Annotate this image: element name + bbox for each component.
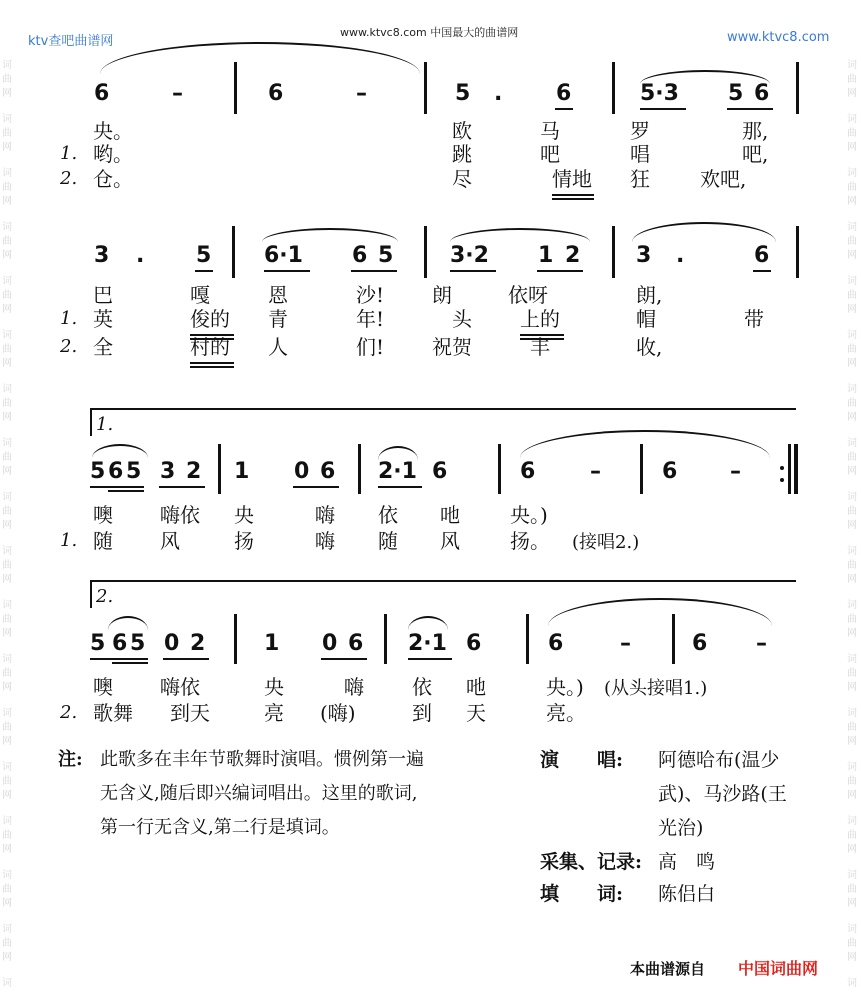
note: 5 — [130, 631, 146, 656]
lyric: 年! — [356, 307, 385, 331]
note: 6 — [348, 631, 364, 656]
watermark-glyph: 词 — [847, 762, 857, 773]
underline — [159, 486, 205, 488]
barline — [218, 444, 221, 494]
watermark-glyph: 词 — [2, 708, 12, 719]
watermark-glyph: 网 — [847, 790, 857, 801]
lyric: 全 — [93, 335, 113, 359]
note: 5 — [378, 243, 394, 268]
lyric: 哟。 — [93, 142, 133, 166]
volta-number: 1. — [96, 414, 114, 435]
underline — [108, 490, 144, 492]
note: 6 — [692, 631, 708, 656]
slur — [92, 444, 148, 458]
watermark-glyph: 词 — [2, 438, 12, 449]
watermark-glyph: 网 — [847, 358, 857, 369]
watermark-glyph: 曲 — [847, 452, 857, 463]
lyric: 嗨依 — [160, 503, 200, 527]
note: 0 — [294, 459, 310, 484]
watermark-glyph: 曲 — [847, 884, 857, 895]
barline — [384, 614, 387, 664]
lyric: 情地 — [552, 167, 592, 191]
watermark-glyph: 词 — [847, 870, 857, 881]
lyric: 们! — [356, 335, 385, 359]
collector-label: 采集、记录: — [540, 851, 643, 873]
watermark-glyph: 网 — [2, 682, 12, 693]
singer-line: 阿德哈布(温少 — [658, 749, 780, 771]
watermark-glyph: 词 — [2, 60, 12, 71]
underline — [90, 486, 144, 488]
underline — [195, 270, 213, 272]
source-prefix: 本曲谱源自 — [630, 960, 706, 978]
lyric: 马 — [540, 119, 560, 143]
barline — [640, 444, 643, 494]
note: 6 — [112, 631, 128, 656]
note: 2 — [565, 243, 581, 268]
watermark-glyph: 词 — [2, 816, 12, 827]
underline — [351, 270, 397, 272]
watermark-glyph: 网 — [847, 88, 857, 99]
lyric: 沙! — [356, 283, 385, 307]
underline — [321, 658, 367, 660]
lyric: 随 — [378, 529, 398, 553]
watermark-glyph: 曲 — [847, 74, 857, 85]
watermark-glyph: 曲 — [2, 128, 12, 139]
watermark-glyph: 曲 — [2, 236, 12, 247]
note: – — [356, 81, 367, 106]
barline — [788, 444, 791, 494]
underline — [640, 108, 686, 110]
watermark-glyph: 网 — [847, 952, 857, 963]
note: . — [494, 81, 503, 106]
note: 3 — [94, 243, 110, 268]
lyric: 人 — [268, 335, 288, 359]
watermark-glyph: 曲 — [2, 506, 12, 517]
lyric: 头 — [452, 307, 472, 331]
watermark-glyph: 网 — [847, 250, 857, 261]
barline — [498, 444, 501, 494]
watermark-glyph: 网 — [847, 196, 857, 207]
watermark-glyph: 曲 — [2, 290, 12, 301]
note: 1 — [264, 631, 280, 656]
lyric: 央 — [264, 675, 284, 699]
lyric: 亮。 — [546, 701, 586, 725]
note: 6 — [432, 459, 448, 484]
note: 3 — [160, 459, 176, 484]
lyric: 嗨 — [315, 503, 335, 527]
lyric: 依呀 — [508, 283, 548, 307]
watermark-glyph: 曲 — [847, 938, 857, 949]
watermark-glyph: 网 — [847, 142, 857, 153]
lyric: (从头接唱1.) — [604, 678, 708, 699]
watermark-glyph: 词 — [2, 492, 12, 503]
lyric: 噢 — [93, 675, 113, 699]
watermark-glyph: 网 — [2, 574, 12, 585]
note: 6 — [352, 243, 368, 268]
watermark-glyph: 曲 — [2, 398, 12, 409]
barline — [232, 226, 235, 278]
barline — [672, 614, 675, 664]
watermark-glyph: 词 — [2, 870, 12, 881]
barline — [526, 614, 529, 664]
note: 2 — [186, 459, 202, 484]
watermark-glyph: 网 — [847, 412, 857, 423]
barline — [612, 226, 615, 278]
watermark-glyph: 曲 — [847, 560, 857, 571]
lyric: 欧 — [452, 119, 472, 143]
barline — [234, 614, 237, 664]
lyric: 丰 — [530, 335, 550, 359]
watermark-glyph: 网 — [2, 520, 12, 531]
watermark-glyph: 词 — [2, 384, 12, 395]
lyric: 狂 — [630, 167, 650, 191]
lyric: 英 — [93, 307, 113, 331]
barline — [234, 62, 237, 114]
lyric: 嘎 — [190, 283, 210, 307]
note: 6 — [754, 81, 770, 106]
note: 6 — [520, 459, 536, 484]
slur — [262, 228, 398, 242]
note: 5 — [90, 631, 106, 656]
note: – — [730, 459, 741, 484]
header-center-text: www.ktvc8.com 中国最大的曲谱网 — [340, 26, 519, 39]
barline — [796, 62, 799, 114]
underline — [552, 198, 594, 200]
repeat-dot — [780, 466, 784, 470]
note: . — [136, 243, 145, 268]
watermark-glyph: 曲 — [847, 398, 857, 409]
watermark-glyph: 词 — [847, 654, 857, 665]
lyric: 到 — [412, 701, 432, 725]
watermark-glyph: 曲 — [2, 452, 12, 463]
note: 3 — [636, 243, 652, 268]
footnote-line: 第一行无含义,第二行是填词。 — [100, 817, 340, 838]
note: 5·3 — [640, 81, 679, 106]
watermark-glyph: 曲 — [2, 884, 12, 895]
watermark-glyph: 网 — [2, 304, 12, 315]
watermark-glyph: 曲 — [847, 614, 857, 625]
note: 6·1 — [264, 243, 303, 268]
lyric: 恩 — [268, 283, 288, 307]
watermark-glyph: 曲 — [2, 182, 12, 193]
underline — [112, 662, 148, 664]
watermark-glyph: 词 — [847, 330, 857, 341]
watermark-glyph: 曲 — [847, 668, 857, 679]
lyric: 吔 — [440, 503, 460, 527]
note: – — [756, 631, 767, 656]
repeat-dot — [780, 478, 784, 482]
verse-number: 1. — [60, 530, 78, 551]
note: 6 — [466, 631, 482, 656]
note: – — [620, 631, 631, 656]
watermark-glyph: 网 — [2, 466, 12, 477]
watermark-glyph: 词 — [847, 546, 857, 557]
watermark-glyph: 曲 — [847, 776, 857, 787]
note: 5 — [126, 459, 142, 484]
lyric: 风 — [440, 529, 460, 553]
watermark-glyph: 曲 — [2, 614, 12, 625]
lyric: 朗 — [432, 283, 452, 307]
lyric: (接唱2.) — [572, 532, 640, 553]
note: 2·1 — [408, 631, 447, 656]
lyric: 嗨 — [315, 529, 335, 553]
watermark-glyph: 曲 — [847, 506, 857, 517]
lyric: 嗨依 — [160, 675, 200, 699]
lyric: 青 — [268, 307, 288, 331]
watermark-glyph: 曲 — [2, 830, 12, 841]
watermark-glyph: 网 — [2, 250, 12, 261]
lyric: 歌舞 — [93, 701, 133, 725]
note: 3·2 — [450, 243, 489, 268]
watermark-glyph: 网 — [847, 520, 857, 531]
watermark-glyph: 词 — [847, 114, 857, 125]
note: 5 — [728, 81, 744, 106]
note: 6 — [268, 81, 284, 106]
watermark-glyph: 网 — [2, 88, 12, 99]
watermark-glyph: 网 — [847, 466, 857, 477]
lyric: 跳 — [452, 142, 472, 166]
note: 6 — [754, 243, 770, 268]
lyric: 吧 — [540, 142, 560, 166]
lyric: 央。) — [510, 503, 548, 527]
header-left-link[interactable]: ktv查吧曲谱网 — [28, 34, 114, 49]
watermark-glyph: 词 — [847, 492, 857, 503]
barline — [794, 444, 798, 494]
lyric: 到天 — [170, 701, 210, 725]
slur — [450, 228, 590, 242]
watermark-glyph: 词 — [847, 384, 857, 395]
lyric: (嗨) — [320, 701, 356, 725]
watermark-glyph: 网 — [2, 736, 12, 747]
watermark-glyph: 词 — [2, 978, 12, 989]
barline — [424, 226, 427, 278]
slur — [408, 616, 448, 630]
underline — [555, 108, 573, 110]
lyric: 随 — [93, 529, 113, 553]
lyric: 吔 — [466, 675, 486, 699]
barline — [796, 226, 799, 278]
lyric: 罗 — [630, 119, 650, 143]
note: 6 — [548, 631, 564, 656]
lyric: 央。 — [93, 119, 133, 143]
note: 6 — [556, 81, 572, 106]
slur — [108, 616, 148, 630]
lyric: 吧, — [742, 142, 769, 166]
watermark-glyph: 网 — [2, 898, 12, 909]
watermark-glyph: 词 — [2, 330, 12, 341]
barline — [424, 62, 427, 114]
watermark-glyph: 网 — [847, 844, 857, 855]
watermark-glyph: 曲 — [2, 668, 12, 679]
verse-number: 1. — [60, 143, 78, 164]
underline — [552, 194, 594, 196]
lyric: 亮 — [264, 701, 284, 725]
lyric: 扬 — [234, 529, 254, 553]
watermark-glyph: 词 — [2, 546, 12, 557]
watermark-glyph: 词 — [847, 168, 857, 179]
note: 5 — [196, 243, 212, 268]
watermark-glyph: 词 — [2, 114, 12, 125]
watermark-glyph: 曲 — [847, 236, 857, 247]
watermark-left — [0, 0, 16, 1003]
lyric: 天 — [466, 701, 486, 725]
collector-value: 高 鸣 — [658, 851, 716, 873]
watermark-glyph: 词 — [847, 924, 857, 935]
underline — [537, 270, 583, 272]
watermark-glyph: 曲 — [2, 722, 12, 733]
watermark-glyph: 曲 — [2, 938, 12, 949]
footnote-line: 此歌多在丰年节歌舞时演唱。惯例第一遍 — [100, 749, 424, 770]
watermark-glyph: 曲 — [847, 290, 857, 301]
underline — [163, 658, 209, 660]
verse-number: 2. — [60, 336, 78, 357]
watermark-glyph: 曲 — [2, 74, 12, 85]
barline — [612, 62, 615, 114]
source-site-link[interactable]: 中国词曲网 — [738, 959, 819, 978]
lyric: 风 — [160, 529, 180, 553]
note: 6 — [662, 459, 678, 484]
watermark-glyph: 曲 — [847, 830, 857, 841]
note: 6 — [320, 459, 336, 484]
watermark-glyph: 曲 — [847, 182, 857, 193]
watermark-glyph: 词 — [2, 222, 12, 233]
header-right-link[interactable]: www.ktvc8.com — [727, 30, 830, 45]
note: – — [172, 81, 183, 106]
underline — [450, 270, 496, 272]
verse-number: 2. — [60, 168, 78, 189]
verse-number: 2. — [60, 702, 78, 723]
note: 6 — [108, 459, 124, 484]
note: – — [590, 459, 601, 484]
underline — [378, 486, 422, 488]
underline — [90, 658, 148, 660]
lyric: 那, — [742, 119, 769, 143]
lyric: 央 — [234, 503, 254, 527]
watermark-glyph: 词 — [847, 276, 857, 287]
underline — [190, 366, 234, 368]
lyric: 唱 — [630, 142, 650, 166]
watermark-glyph: 词 — [847, 816, 857, 827]
watermark-glyph: 网 — [2, 790, 12, 801]
lyric: 嗨 — [344, 675, 364, 699]
footnote-line: 无含义,随后即兴编词唱出。这里的歌词, — [100, 783, 418, 804]
note: 2 — [190, 631, 206, 656]
watermark-glyph: 曲 — [2, 776, 12, 787]
watermark-glyph: 曲 — [2, 560, 12, 571]
watermark-glyph: 词 — [847, 438, 857, 449]
watermark-glyph: 网 — [2, 358, 12, 369]
lyric: 收, — [636, 335, 663, 359]
watermark-glyph: 网 — [2, 196, 12, 207]
lyric: 上的 — [520, 307, 560, 331]
watermark-glyph: 词 — [2, 762, 12, 773]
note: 6 — [94, 81, 110, 106]
lyric: 帽 — [636, 307, 656, 331]
lyric: 村的 — [190, 335, 230, 359]
note: 5 — [455, 81, 471, 106]
note: 5 — [90, 459, 106, 484]
watermark-glyph: 网 — [2, 844, 12, 855]
watermark-glyph: 曲 — [847, 344, 857, 355]
watermark-glyph: 词 — [847, 708, 857, 719]
slur — [378, 446, 418, 460]
watermark-glyph: 网 — [2, 142, 12, 153]
lyric: 央。) — [546, 675, 584, 699]
lyric: 朗, — [636, 283, 663, 307]
lyric: 巴 — [93, 283, 113, 307]
watermark-glyph: 词 — [847, 222, 857, 233]
lyric: 噢 — [93, 503, 113, 527]
watermark-glyph: 词 — [847, 60, 857, 71]
lyric: 扬。 — [510, 529, 550, 553]
lyric: 带 — [744, 307, 764, 331]
watermark-glyph: 网 — [847, 682, 857, 693]
watermark-glyph: 曲 — [847, 128, 857, 139]
watermark-right — [845, 0, 861, 1003]
note: 0 — [164, 631, 180, 656]
note: 2·1 — [378, 459, 417, 484]
lyric: 俊的 — [190, 307, 230, 331]
lyric: 仓。 — [93, 167, 133, 191]
lyric: 祝贺 — [432, 335, 472, 359]
note: . — [676, 243, 685, 268]
singer-line: 光治) — [658, 817, 704, 839]
singer-line: 武)、马沙路(王 — [658, 783, 787, 805]
underline — [753, 270, 771, 272]
note: 1 — [234, 459, 250, 484]
lyric: 欢吧, — [700, 167, 747, 191]
footnote-label: 注: — [58, 749, 83, 770]
watermark-glyph: 网 — [847, 898, 857, 909]
lyric: 尽 — [452, 167, 472, 191]
watermark-glyph: 网 — [2, 952, 12, 963]
barline — [358, 444, 361, 494]
watermark-glyph: 词 — [2, 924, 12, 935]
volta-number: 2. — [96, 586, 114, 607]
watermark-glyph: 网 — [847, 304, 857, 315]
watermark-glyph: 网 — [847, 736, 857, 747]
watermark-glyph: 词 — [2, 654, 12, 665]
underline — [408, 658, 452, 660]
watermark-glyph: 词 — [847, 600, 857, 611]
watermark-glyph: 词 — [2, 276, 12, 287]
slur — [100, 42, 420, 74]
watermark-glyph: 词 — [847, 978, 857, 989]
lyricist-value: 陈侣白 — [658, 883, 716, 905]
singer-label: 演 唱: — [540, 749, 624, 771]
slur — [632, 222, 776, 242]
watermark-glyph: 网 — [847, 628, 857, 639]
lyric: 依 — [378, 503, 398, 527]
watermark-glyph: 词 — [2, 600, 12, 611]
underline — [190, 362, 234, 364]
watermark-glyph: 词 — [2, 168, 12, 179]
watermark-glyph: 曲 — [847, 722, 857, 733]
underline — [727, 108, 773, 110]
watermark-glyph: 曲 — [2, 344, 12, 355]
lyric: 依 — [412, 675, 432, 699]
watermark-glyph: 网 — [2, 412, 12, 423]
verse-number: 1. — [60, 308, 78, 329]
underline — [293, 486, 339, 488]
watermark-glyph: 网 — [847, 574, 857, 585]
note: 1 — [538, 243, 554, 268]
watermark-glyph: 网 — [2, 628, 12, 639]
note: 0 — [322, 631, 338, 656]
underline — [264, 270, 310, 272]
lyricist-label: 填 词: — [540, 883, 624, 905]
